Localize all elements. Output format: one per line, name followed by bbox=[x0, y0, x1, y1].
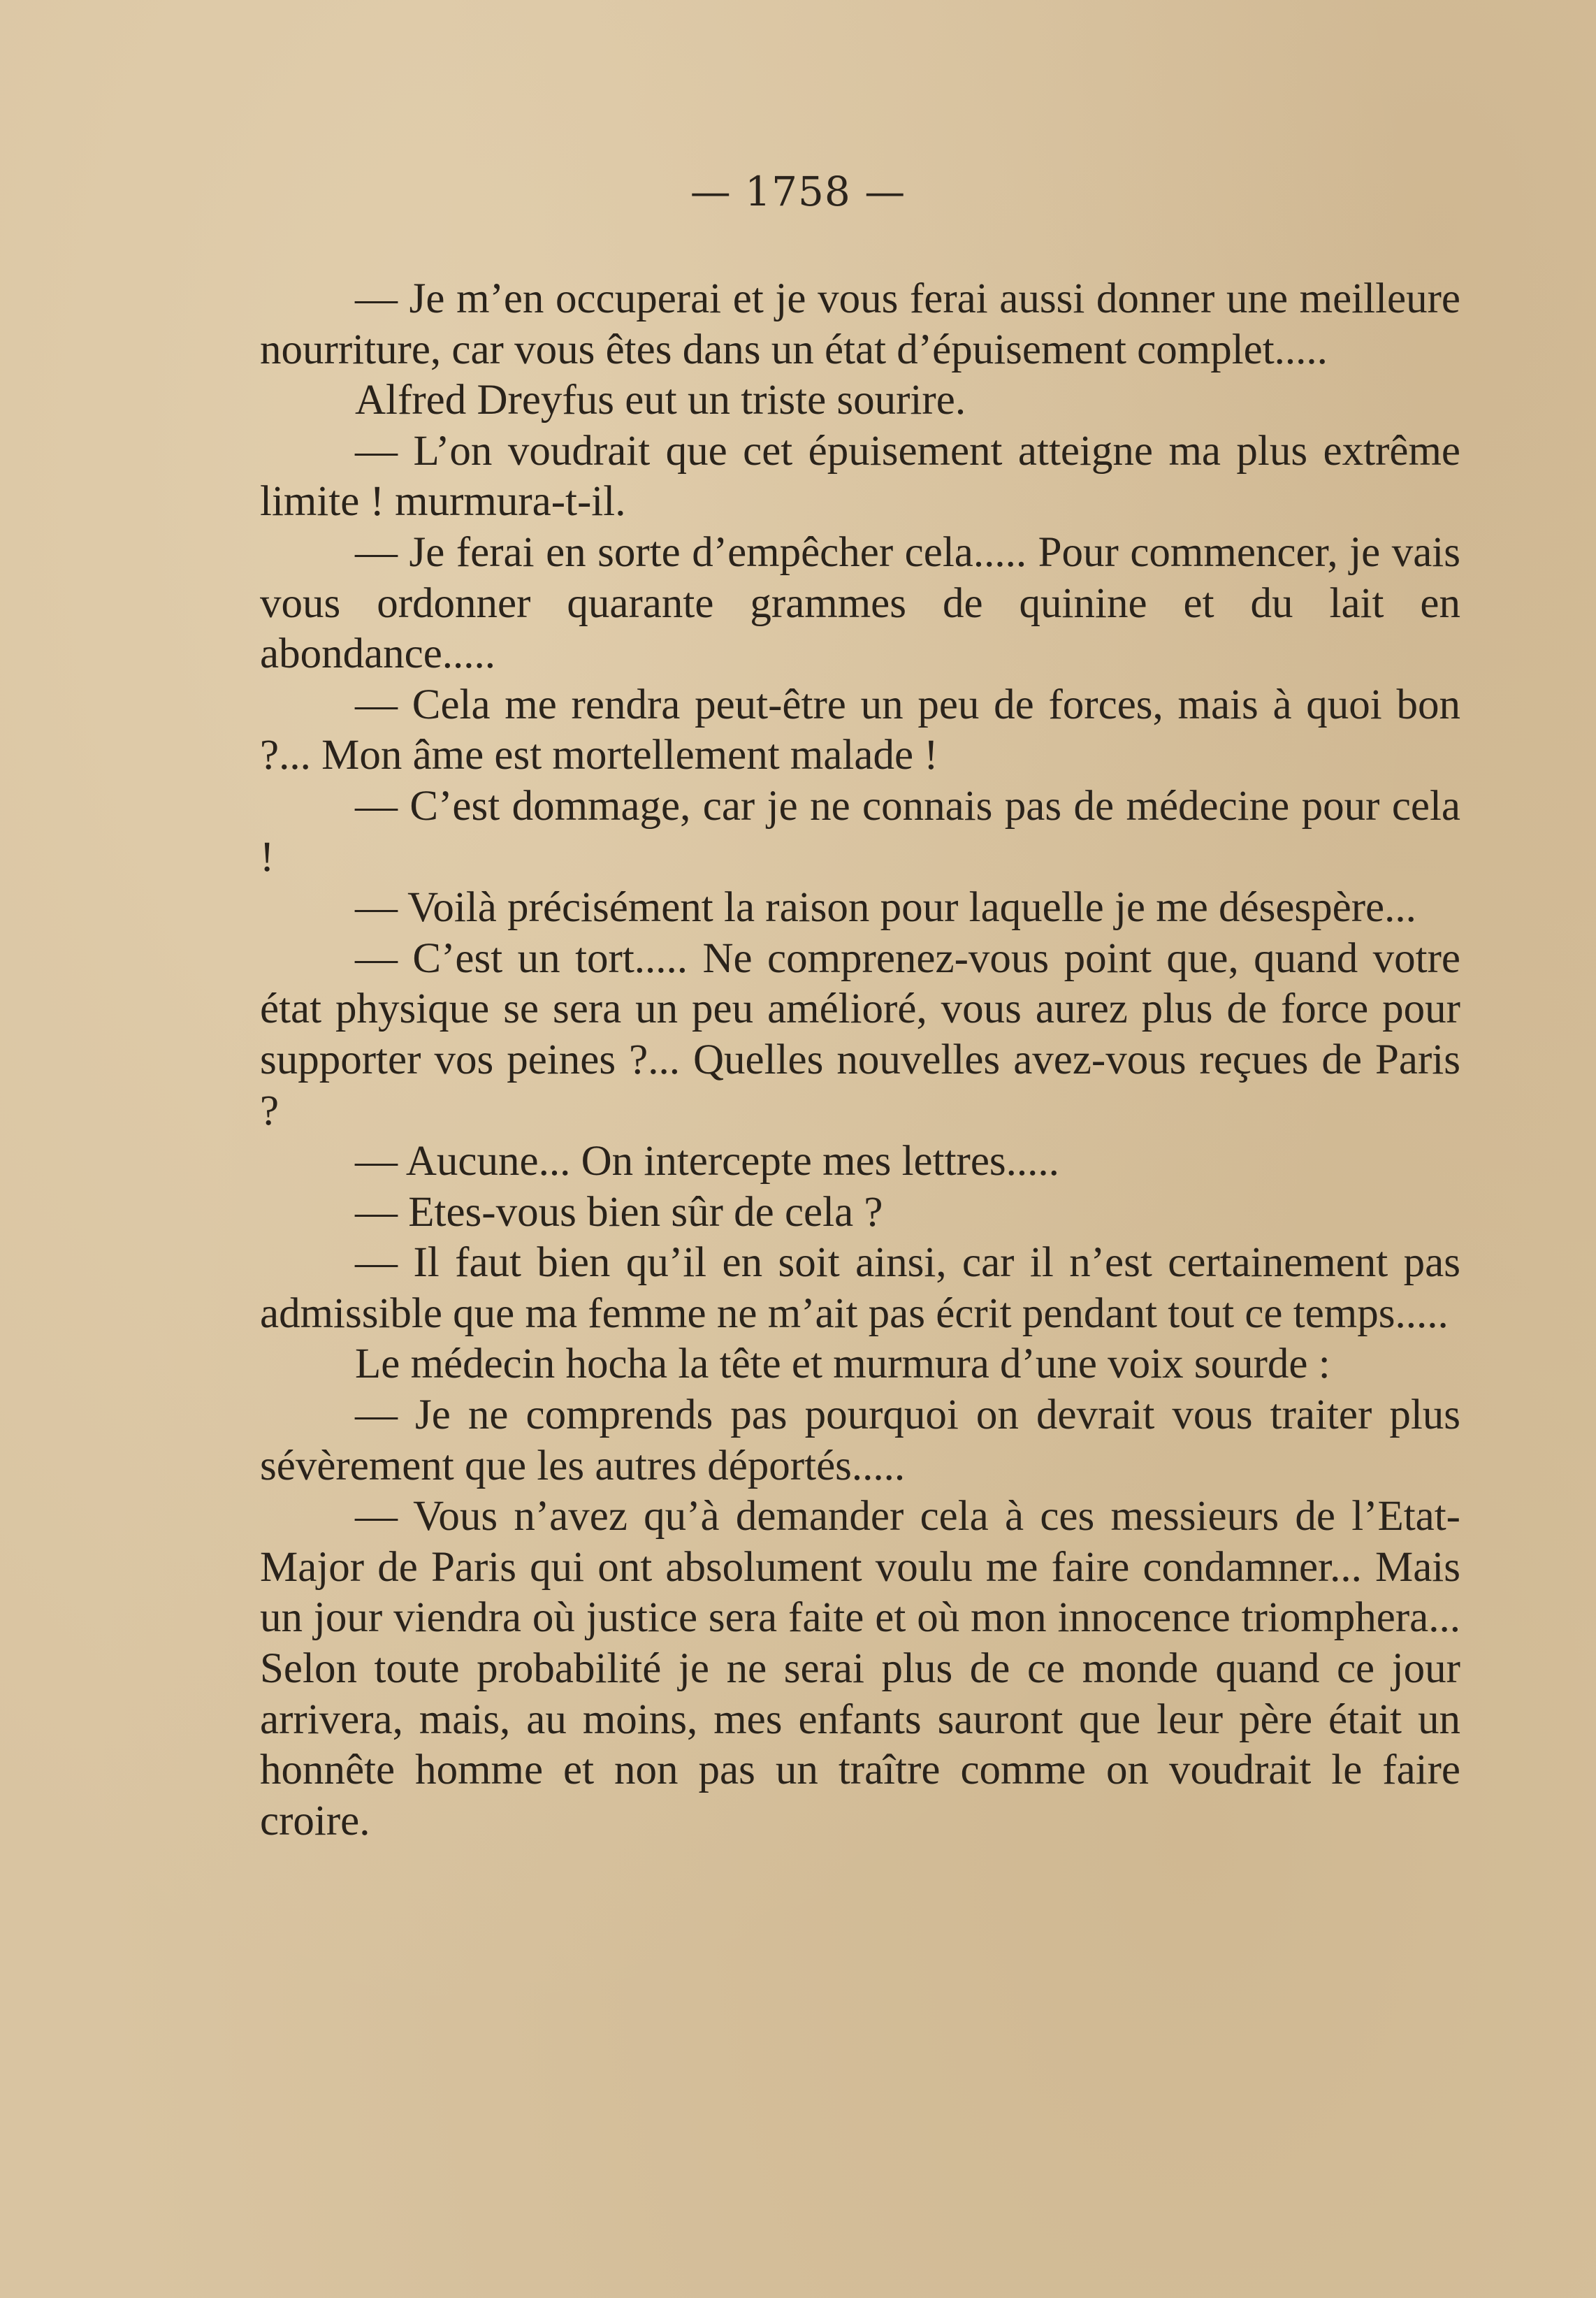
paragraph: — Etes-vous bien sûr de cela ? bbox=[355, 1188, 883, 1236]
paragraph: Le médecin hocha la tête et murmura d’une voix sourde : bbox=[355, 1340, 1330, 1388]
paragraph: — Aucune... On intercepte mes lettres..... bbox=[355, 1138, 1059, 1185]
paragraph: — Je m’en occuperai et je vous ferai aussi donner une meilleure nourriture, car vous êtes dans un état d’épuisement complet..... bbox=[260, 275, 1460, 373]
paragraph: — Il faut bien qu’il en soit ainsi, car il n’est certainement pas admissible que ma femme ne m’ait pas écrit pendant tout ce temps..... bbox=[260, 1239, 1460, 1337]
page-text bbox=[260, 274, 1460, 1847]
paragraph: — Je ferai en sorte d’empêcher cela..... Pour commencer, je vais vous ordonner quarante grammes de quinine et du lait en abondance..... bbox=[260, 528, 1460, 678]
paragraph: — Cela me rendra peut-être un peu de forces, mais à quoi bon ?... Mon âme est mortellement malade ! bbox=[260, 681, 1460, 779]
paragraph: — L’on voudrait que cet épuisement atteigne ma plus extrême limite ! murmura-t-il. bbox=[260, 427, 1460, 526]
paragraph: — C’est dommage, car je ne connais pas de médecine pour cela ! bbox=[260, 782, 1460, 881]
paragraph: — Voilà précisément la raison pour laquelle je me désespère... bbox=[355, 884, 1416, 932]
paragraph: — Vous n’avez qu’à demander cela à ces messieurs de l’Etat-Major de Paris qui ont absolument voulu me faire condamner... Mais un jour viendra où justice sera faite et où mon innocence triomphera... Selon toute probabilité je ne serai plus de ce monde quand ce jour arrivera, mais, au moins, mes enfants sauront que leur père était un honnête homme et non pas un traître comme on voudrait le faire croire. bbox=[260, 1493, 1460, 1844]
paragraph: Alfred Dreyfus eut un triste sourire. bbox=[355, 377, 966, 424]
page-number: — 1758 — bbox=[690, 168, 906, 215]
paragraph: — Je ne comprends pas pourquoi on devrait vous traiter plus sévèrement que les autres déportés..... bbox=[260, 1392, 1460, 1489]
paragraph: — C’est un tort..... Ne comprenez-vous point que, quand votre état physique se sera un peu amélioré, vous aurez plus de force pour supporter vos peines ?... Quelles nouvelles avez-vous reçues de Paris ? bbox=[260, 934, 1460, 1134]
